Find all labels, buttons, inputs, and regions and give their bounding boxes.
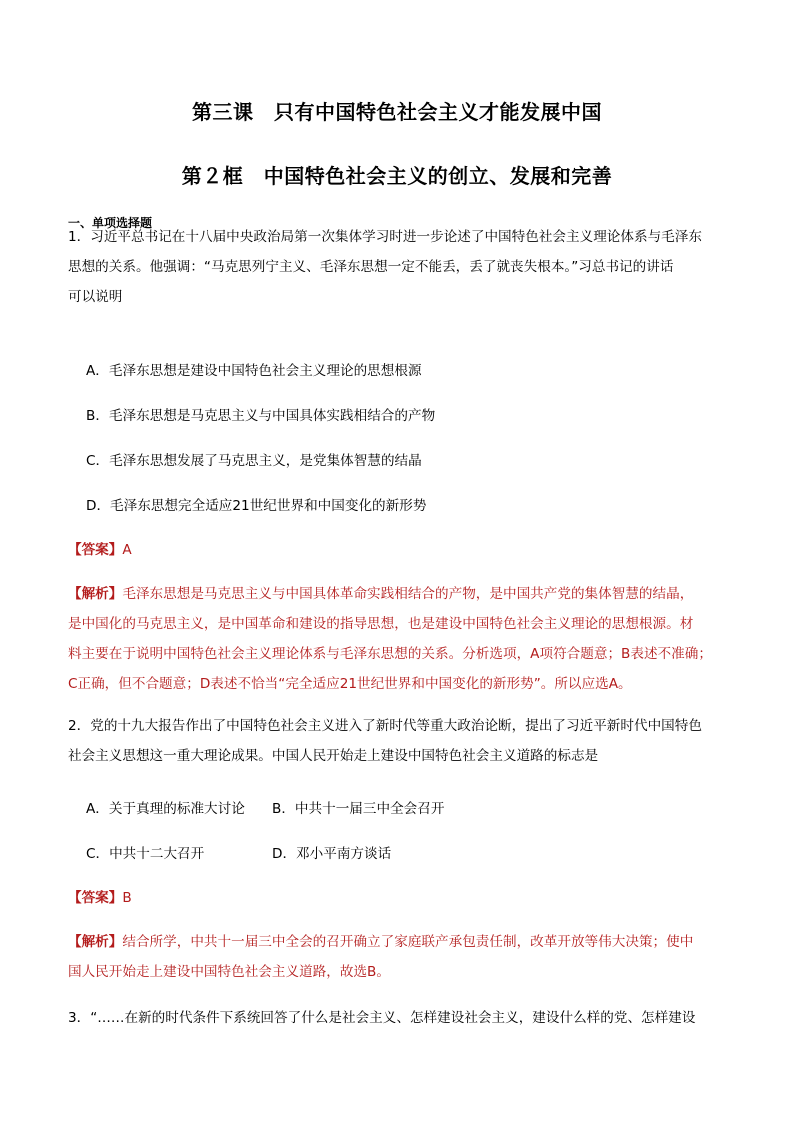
q1-answer <box>68 541 132 559</box>
analysis-text: 毛泽东思想是马克思主义与中国具体革命实践相结合的产物，是中国共产党的集体智慧的结晶， <box>122 586 694 602</box>
q2-answer <box>68 889 132 907</box>
q1-option-c: C．毛泽东思想发展了马克思主义，是党集体智慧的结晶 <box>86 453 422 469</box>
q2-analysis-line: 国人民开始走上建设中国特色社会主义道路，故选B。 <box>68 964 390 980</box>
q2-analysis-line <box>68 933 693 951</box>
q1-option-a: A．毛泽东思想是建设中国特色社会主义理论的思想根源 <box>86 363 422 379</box>
section-heading: 一、单项选择题 <box>68 216 153 230</box>
q2-stem-line: 2．党的十九大报告作出了中国特色社会主义进入了新时代等重大政治论断，提出了习近平新时代中国特色 <box>68 718 702 734</box>
answer-tag: 【答案】 <box>68 542 123 558</box>
q2-stem-line: 社会主义思想这一重大理论成果。中国人民开始走上建设中国特色社会主义道路的标志是 <box>68 748 599 764</box>
q1-stem-line: 可以说明 <box>68 289 123 305</box>
answer-tag: 【答案】 <box>68 890 123 906</box>
analysis-tag: 【解析】 <box>68 934 123 950</box>
q1-stem-line: 1．习近平总书记在十八届中央政治局第一次集体学习时进一步论述了中国特色社会主义理论体系与毛泽东 <box>68 229 702 245</box>
q2-option-c: C．中共十二大召开 <box>86 846 205 862</box>
q1-analysis-line: 料主要在于说明中国特色社会主义理论体系与毛泽东思想的关系。分析选项，A项符合题意；B表述不准确； <box>68 646 712 662</box>
answer-value: A <box>122 542 132 558</box>
q2-option-a: A．关于真理的标准大讨论 <box>86 801 245 817</box>
q2-option-b: B．中共十一届三中全会召开 <box>272 801 445 817</box>
q2-option-d: D．邓小平南方谈话 <box>272 846 392 862</box>
q3-stem-line: 3．“……在新的时代条件下系统回答了什么是社会主义、怎样建设社会主义，建设什么样的党、怎样建设 <box>68 1010 696 1026</box>
q1-analysis-line: C正确，但不合题意；D表述不恰当“完全适应21世纪世界和中国变化的新形势”。所以应选A。 <box>68 676 632 692</box>
q1-option-b: B．毛泽东思想是马克思主义与中国具体实践相结合的产物 <box>86 408 436 424</box>
analysis-tag: 【解析】 <box>68 586 123 602</box>
answer-value: B <box>122 890 132 906</box>
q1-analysis-line <box>68 585 693 603</box>
q1-analysis-line: 是中国化的马克思主义，是中国革命和建设的指导思想，也是建设中国特色社会主义理论的思想根源。材 <box>68 616 694 632</box>
q1-stem-line: 思想的关系。他强调：“马克思列宁主义、毛泽东思想一定不能丢，丢了就丧失根本。”习总书记的讲话 <box>68 259 674 275</box>
q1-option-d: D．毛泽东思想完全适应21世纪世界和中国变化的新形势 <box>86 498 427 514</box>
lesson-title: 第三课 只有中国特色社会主义才能发展中国 <box>192 100 602 124</box>
frame-title: 第２框 中国特色社会主义的创立、发展和完善 <box>181 164 613 188</box>
analysis-text: 结合所学，中共十一届三中全会的召开确立了家庭联产承包责任制，改革开放等伟大决策；使中 <box>122 934 694 950</box>
